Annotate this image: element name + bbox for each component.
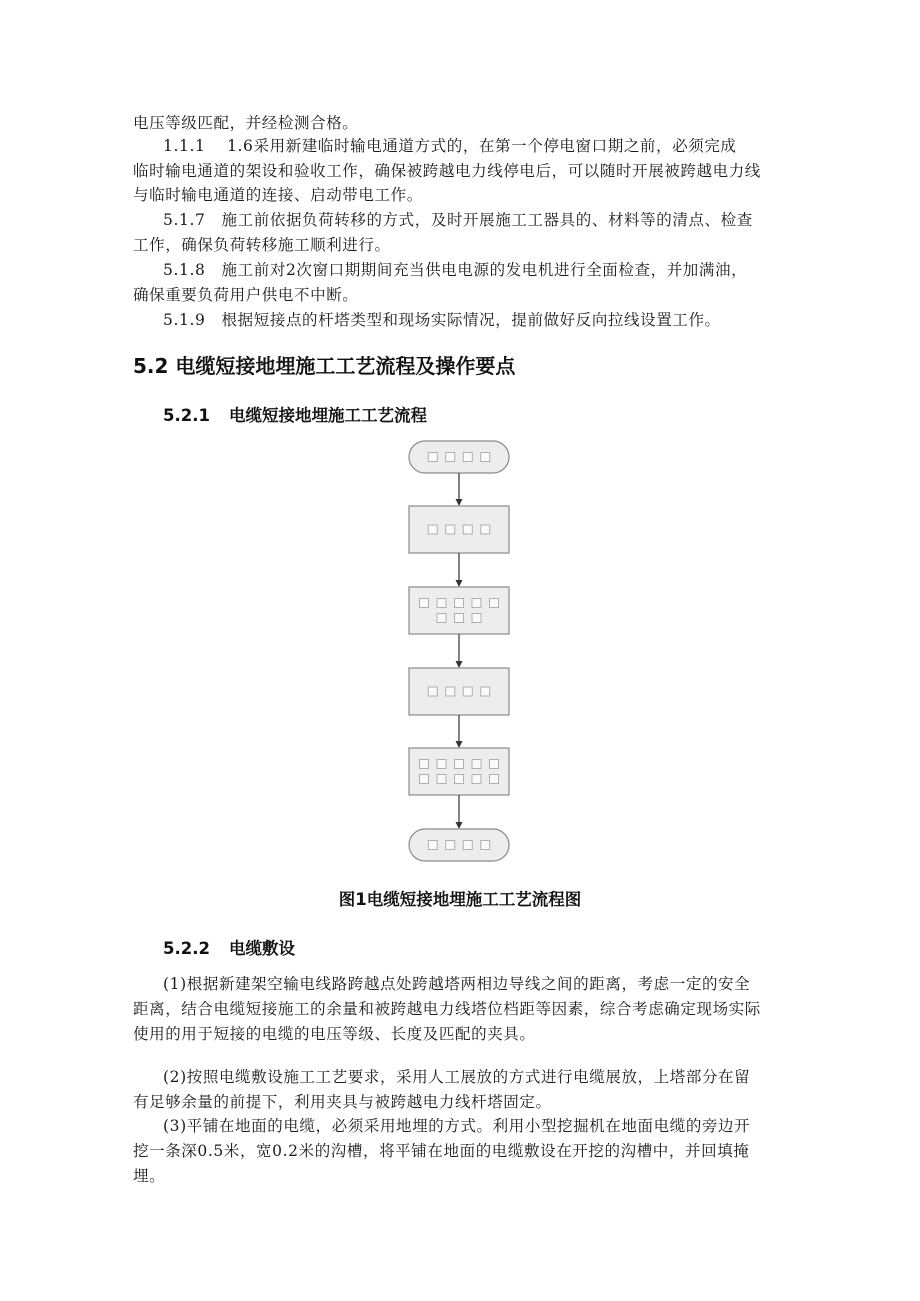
flow-label-glyph — [437, 760, 446, 769]
arrow-head-icon — [456, 499, 463, 506]
paragraph-line: 电压等级匹配，并经检测合格。 — [133, 114, 359, 132]
flow-label-glyph — [472, 614, 481, 623]
flow-label-glyph — [472, 760, 481, 769]
flow-label-glyph — [481, 687, 490, 696]
flow-label-glyph — [463, 525, 472, 534]
arrow-head-icon — [456, 822, 463, 829]
list-item-line: (2)按照电缆敷设施工工艺要求，采用人工展放的方式进行电缆展放，上塔部分在留 — [163, 1068, 751, 1086]
flow-label-glyph — [420, 760, 429, 769]
flow-label-glyph — [455, 760, 464, 769]
paragraph-line: 5.1.7 施工前依据负荷转移的方式，及时开展施工工器具的、材料等的清点、检查 — [163, 211, 753, 229]
list-item-line: 埋。 — [133, 1167, 166, 1185]
flow-label-glyph — [472, 599, 481, 608]
flow-label-glyph — [446, 687, 455, 696]
flow-process-node — [409, 668, 509, 715]
subsection-title: 电缆敷设 — [229, 939, 295, 958]
paragraph-line: 与临时输电通道的连接、启动带电工作。 — [133, 186, 423, 204]
flow-label-glyph — [455, 599, 464, 608]
arrow-head-icon — [456, 741, 463, 748]
flow-process-node — [409, 748, 509, 795]
paragraph-line: 1.1.1 1.6采用新建临时输电通道方式的，在第一个停电窗口期之前，必须完成 — [163, 137, 737, 155]
flow-label-glyph — [420, 775, 429, 784]
flow-label-glyph — [490, 599, 499, 608]
flow-label-glyph — [455, 775, 464, 784]
section-heading-5-2: 5.2 电缆短接地埋施工工艺流程及操作要点 — [133, 354, 516, 378]
flow-label-glyph — [463, 841, 472, 850]
flow-process-node — [409, 506, 509, 553]
flow-label-glyph — [428, 453, 437, 462]
paragraph-line: 5.1.9 根据短接点的杆塔类型和现场实际情况，提前做好反向拉线设置工作。 — [163, 311, 721, 329]
flow-label-glyph — [463, 687, 472, 696]
flow-label-glyph — [420, 599, 429, 608]
subsection-number: 5.2.1 — [163, 406, 210, 425]
flow-label-glyph — [463, 453, 472, 462]
flow-label-glyph — [490, 760, 499, 769]
flow-label-glyph — [428, 525, 437, 534]
subsection-heading-5-2-2 — [163, 935, 295, 959]
paragraph-line: 临时输电通道的架设和验收工作，确保被跨越电力线停电后，可以随时开展被跨越电力线 — [133, 162, 761, 180]
flow-label-glyph — [437, 614, 446, 623]
flow-label-glyph — [490, 775, 499, 784]
subsection-title: 电缆短接地埋施工工艺流程 — [229, 406, 427, 425]
list-item-line: (3)平铺在地面的电缆，必须采用地埋的方式。利用小型挖掘机在地面电缆的旁边开 — [163, 1117, 751, 1135]
flow-terminal-node — [409, 829, 509, 861]
paragraph-line: 确保重要负荷用户供电不中断。 — [133, 286, 359, 304]
flow-label-glyph — [437, 775, 446, 784]
list-item-line: (1)根据新建架空输电线路跨越点处跨越塔两相边导线之间的距离，考虑一定的安全 — [163, 975, 751, 993]
flow-label-glyph — [455, 614, 464, 623]
flow-terminal-node — [409, 441, 509, 473]
flow-label-glyph — [446, 525, 455, 534]
list-item-line: 距离，结合电缆短接施工的余量和被跨越电力线塔位档距等因素，综合考虑确定现场实际 — [133, 1000, 761, 1018]
flow-label-glyph — [428, 841, 437, 850]
flow-label-glyph — [481, 841, 490, 850]
list-item-line: 有足够余量的前提下，利用夹具与被跨越电力线杆塔固定。 — [133, 1093, 552, 1111]
flow-label-glyph — [446, 841, 455, 850]
arrow-head-icon — [456, 580, 463, 587]
flow-label-glyph — [437, 599, 446, 608]
flow-label-glyph — [428, 687, 437, 696]
list-item-line: 挖一条深0.5米，宽0.2米的沟槽，将平铺在地面的电缆敷设在开挖的沟槽中，并回填掩 — [133, 1142, 750, 1160]
flow-label-glyph — [472, 775, 481, 784]
flow-process-node — [409, 587, 509, 634]
paragraph-line: 工作，确保负荷转移施工顺利进行。 — [133, 236, 391, 254]
flow-label-glyph — [481, 453, 490, 462]
list-item-line: 使用的用于短接的电缆的电压等级、长度及匹配的夹具。 — [133, 1025, 536, 1043]
figure-caption: 图1电缆短接地埋施工工艺流程图 — [338, 890, 582, 909]
subsection-number: 5.2.2 — [163, 939, 210, 958]
flow-label-glyph — [481, 525, 490, 534]
flow-label-glyph — [446, 453, 455, 462]
paragraph-line: 5.1.8 施工前对2次窗口期期间充当供电电源的发电机进行全面检查，并加满油， — [163, 261, 748, 279]
arrow-head-icon — [456, 661, 463, 668]
